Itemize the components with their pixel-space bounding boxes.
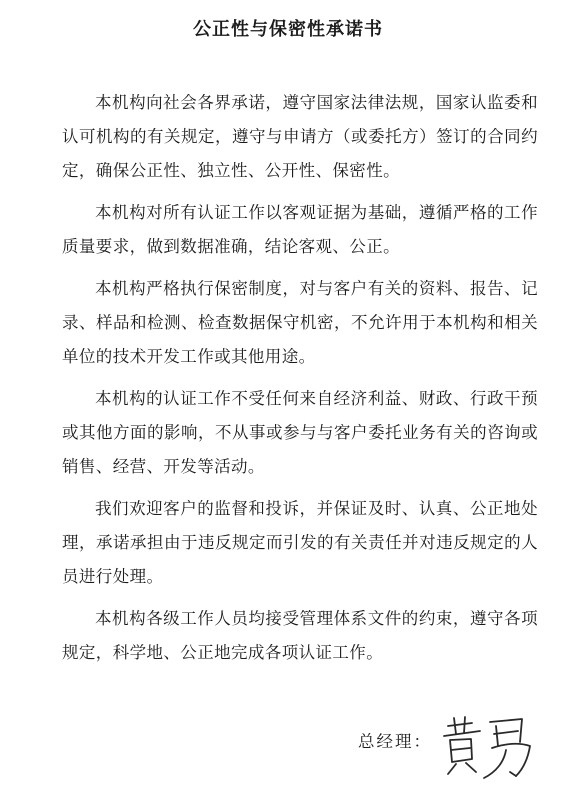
paragraph-staff-compliance: 本机构各级工作人员均接受管理体系文件的约束，遵守各项规定，科学地、公正地完成各项认证工作。: [62, 609, 538, 662]
signature-block: [350, 712, 550, 782]
document-title: 公正性与保密性承诺书: [193, 19, 383, 40]
document-body: [62, 86, 538, 678]
paragraph-confidentiality: 本机构严格执行保密制度，对与客户有关的资料、报告、记录、样品和检测、检查数据保守机密，不允许用于本机构和相关单位的技术开发工作或其他用途。: [62, 279, 538, 366]
paragraph-objective-evidence: 本机构对所有认证工作以客观证据为基础，遵循严格的工作质量要求，做到数据准确，结论客观、公正。: [62, 203, 538, 256]
paragraph-independence: 本机构的认证工作不受任何来自经济利益、财政、行政干预或其他方面的影响，不从事或参与与客户委托业务有关的咨询或销售、经营、开发等活动。: [62, 389, 538, 476]
paragraph-impartiality: 本机构向社会各界承诺，遵守国家法律法规，国家认监委和认可机构的有关规定，遵守与申请方（或委托方）签订的合同约定，确保公正性、独立性、公开性、保密性。: [62, 93, 538, 180]
handwritten-signature: [434, 712, 540, 782]
paragraph-complaints: 我们欢迎客户的监督和投诉，并保证及时、认真、公正地处理，承诺承担由于违反规定而引发的有关责任并对违反规定的人员进行处理。: [62, 499, 538, 586]
signature-label: 总经理：: [358, 732, 432, 751]
